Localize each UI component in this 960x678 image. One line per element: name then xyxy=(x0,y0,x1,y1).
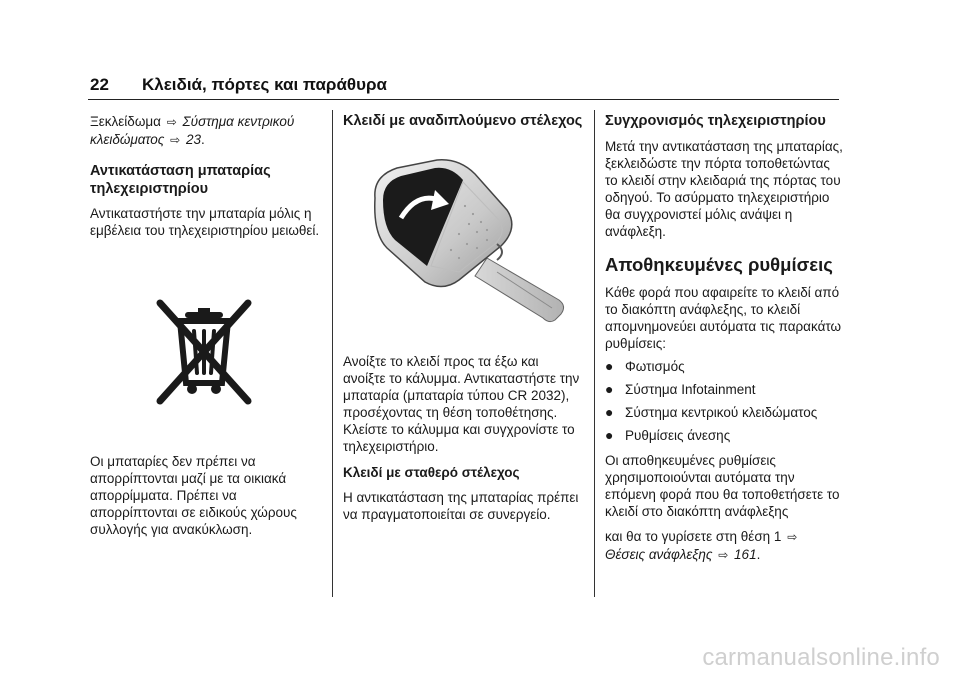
folding-key-illustration xyxy=(347,148,577,333)
section-title-saved-settings: Αποθηκευμένες ρυθμίσεις xyxy=(605,254,833,275)
list-item: ● Σύστημα Infotainment xyxy=(605,381,756,397)
reference-arrow-icon: ⇨ xyxy=(718,548,729,562)
header-divider xyxy=(88,99,839,100)
column-divider-2 xyxy=(594,110,595,597)
column-divider-1 xyxy=(332,110,333,597)
saved-settings-body: Κάθε φορά που αφαιρείτε το κλειδί από το διακόπτη ανάφλεξης, το κλειδί απομνημονεύει αυτόματα τις παρακάτω ρυθμίσεις: xyxy=(605,285,842,351)
folding-key-body: Ανοίξτε το κλειδί προς τα έξω και ανοίξτε το κάλυμμα. Αντικαταστήστε την μπαταρία (μπαταρία τύπου CR 2032), προσέχοντας τη θέση τοποθέτησης. Κλείστε το κάλυμμα και συγχρονίστε το τηλεχειριστήριο. xyxy=(343,354,580,454)
section-title-sync: Συγχρονισμός τηλεχειριστηρίου xyxy=(605,113,826,129)
reference-arrow-icon: ⇨ xyxy=(166,115,177,129)
column-3 xyxy=(605,110,845,564)
cross-reference-page[interactable]: 161 xyxy=(734,547,757,562)
list-item: ● Φωτισμός xyxy=(605,358,685,374)
recycle-bin-crossed-icon xyxy=(150,297,260,407)
cross-reference-link[interactable]: Θέσεις ανάφλεξης xyxy=(605,547,713,562)
watermark: carmanualsonline.info xyxy=(702,644,940,671)
list-item: ● Ρυθμίσεις άνεσης xyxy=(605,427,731,443)
after-list-body: Οι αποθηκευμένες ρυθμίσεις χρησιμοποιούνται αυτόματα την επόμενη φορά που θα τοποθετήσετε το κλειδί στο διακόπτη ανάφλεξης xyxy=(605,453,840,519)
sync-body: Μετά την αντικατάσταση της μπαταρίας, ξεκλειδώστε την πόρτα τοποθετώντας το κλειδί στην κλειδαριά της πόρτας του οδηγού. Το ασύρματο τηλεχειριστήριο θα συγχρονιστεί μόλις ανάψει η ανάφλεξη. xyxy=(605,139,843,239)
section-title-battery-replacement: Αντικατάσταση μπαταρίας τηλεχειριστηρίου xyxy=(90,163,271,197)
disposal-paragraph: Οι μπαταρίες δεν πρέπει να απορρίπτονται μαζί με τα οικιακά απορρίμματα. Πρέπει να απορρίπτονται σε ειδικούς χώρους συλλογής για ανακύκλωση. xyxy=(90,454,297,537)
column-1 xyxy=(90,110,322,538)
page-title: Κλειδιά, πόρτες και παράθυρα xyxy=(142,75,387,94)
settings-list xyxy=(605,358,845,444)
list-item: ● Σύστημα κεντρικού κλειδώματος xyxy=(605,404,818,420)
page-number: 22 xyxy=(90,75,109,94)
battery-replacement-body: Αντικαταστήστε την μπαταρία μόλις η εμβέλεια του τηλεχειριστηρίου μειωθεί. xyxy=(90,206,320,238)
reference-arrow-icon: ⇨ xyxy=(787,530,798,544)
section-title-fixed-key: Κλειδί με σταθερό στέλεχος xyxy=(343,465,520,480)
fixed-key-body: Η αντικατάσταση της μπαταρίας πρέπει να πραγματοποιείται σε συνεργείο. xyxy=(343,490,579,522)
ignition-reference-paragraph: και θα το γυρίσετε στη θέση 1 ⇨ Θέσεις ανάφλεξης ⇨ 161. xyxy=(605,529,798,562)
column-2 xyxy=(343,110,583,523)
cross-reference-link[interactable]: Σύστημα κεντρικού κλειδώματος xyxy=(90,114,295,147)
cross-reference-page[interactable]: 23 xyxy=(185,132,201,147)
intro-paragraph: Ξεκλείδωμα ⇨ Σύστημα κεντρικού κλειδώματος ⇨ 23. xyxy=(90,114,295,147)
section-title-folding-key: Κλειδί με αναδιπλούμενο στέλεχος xyxy=(343,113,583,129)
page-header xyxy=(90,70,840,100)
reference-arrow-icon: ⇨ xyxy=(170,133,181,147)
